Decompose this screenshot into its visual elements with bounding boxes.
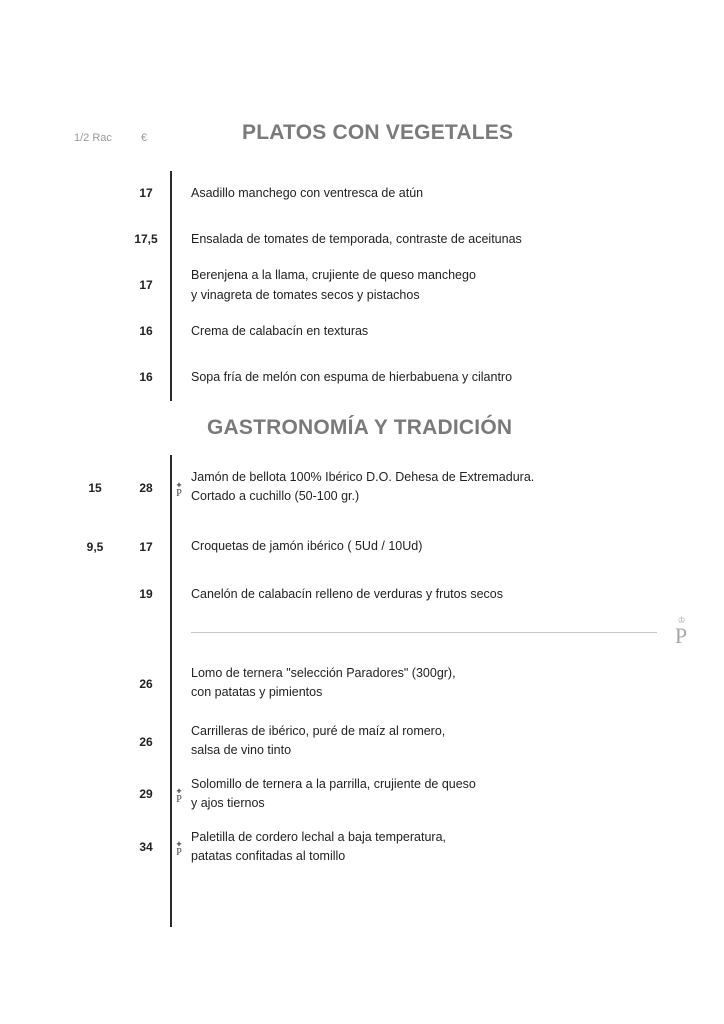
item-description: Croquetas de jamón ibérico ( 5Ud / 10Ud) [191, 539, 423, 553]
item-description-line-1: Berenjena a la llama, crujiente de queso manchego [191, 268, 476, 282]
item-description-line-2: y ajos tiernos [191, 796, 265, 810]
paradores-recommended-icon: ✚ P [176, 789, 182, 805]
paradores-logo: ♔ P [669, 616, 693, 647]
item-price: 29 [139, 787, 153, 801]
item-description-line-1: Jamón de bellota 100% Ibérico D.O. Dehesa de Extremadura. [191, 470, 535, 484]
item-description-line-2: con patatas y pimientos [191, 685, 323, 699]
section-title-platos-con-vegetales: PLATOS CON VEGETALES [242, 121, 514, 144]
item-description-line-2: patatas confitadas al tomillo [191, 849, 346, 863]
section-divider-line [170, 455, 172, 927]
section-title-gastronomia-y-tradicion: GASTRONOMÍA Y TRADICIÓN [207, 416, 513, 439]
item-half-price: 9,5 [86, 540, 104, 554]
item-description-line-1: Paletilla de cordero lechal a baja temperatura, [191, 830, 447, 844]
column-header-price: € [141, 132, 148, 144]
item-description-line-2: y vinagreta de tomates secos y pistachos [191, 288, 420, 302]
item-price: 34 [139, 840, 153, 854]
item-description-line-1: Carrilleras de ibérico, puré de maíz al romero, [191, 724, 446, 738]
item-price: 19 [139, 587, 153, 601]
item-description: Sopa fría de melón con espuma de hierbabuena y cilantro [191, 370, 513, 384]
item-description: Asadillo manchego con ventresca de atún [191, 186, 424, 200]
item-description-line-1: Lomo de ternera "selección Paradores" (300gr), [191, 666, 456, 680]
section-divider-line [170, 171, 172, 401]
item-price: 16 [139, 370, 153, 384]
item-price: 16 [139, 324, 153, 338]
horizontal-rule [191, 632, 657, 633]
item-description-line-2: Cortado a cuchillo (50-100 gr.) [191, 489, 360, 503]
paradores-recommended-icon: ✚ P [176, 842, 182, 858]
item-description-line-1: Solomillo de ternera a la parrilla, crujiente de queso [191, 777, 476, 791]
item-description: Crema de calabacín en texturas [191, 324, 369, 338]
item-description-line-2: salsa de vino tinto [191, 743, 292, 757]
crown-icon: ♔ [677, 615, 685, 625]
item-price: 17,5 [134, 232, 158, 246]
item-price: 17 [139, 186, 153, 200]
item-price: 26 [139, 677, 153, 691]
item-description: Canelón de calabacín relleno de verduras y frutos secos [191, 587, 503, 601]
item-price: 26 [139, 735, 153, 749]
item-description: Ensalada de tomates de temporada, contraste de aceitunas [191, 232, 522, 246]
item-price: 28 [139, 481, 153, 495]
column-header-half-portion: 1/2 Rac [74, 132, 112, 144]
item-half-price: 15 [88, 481, 102, 495]
item-price: 17 [139, 278, 153, 292]
item-price: 17 [139, 540, 153, 554]
paradores-recommended-icon: ✚ P [176, 483, 182, 499]
